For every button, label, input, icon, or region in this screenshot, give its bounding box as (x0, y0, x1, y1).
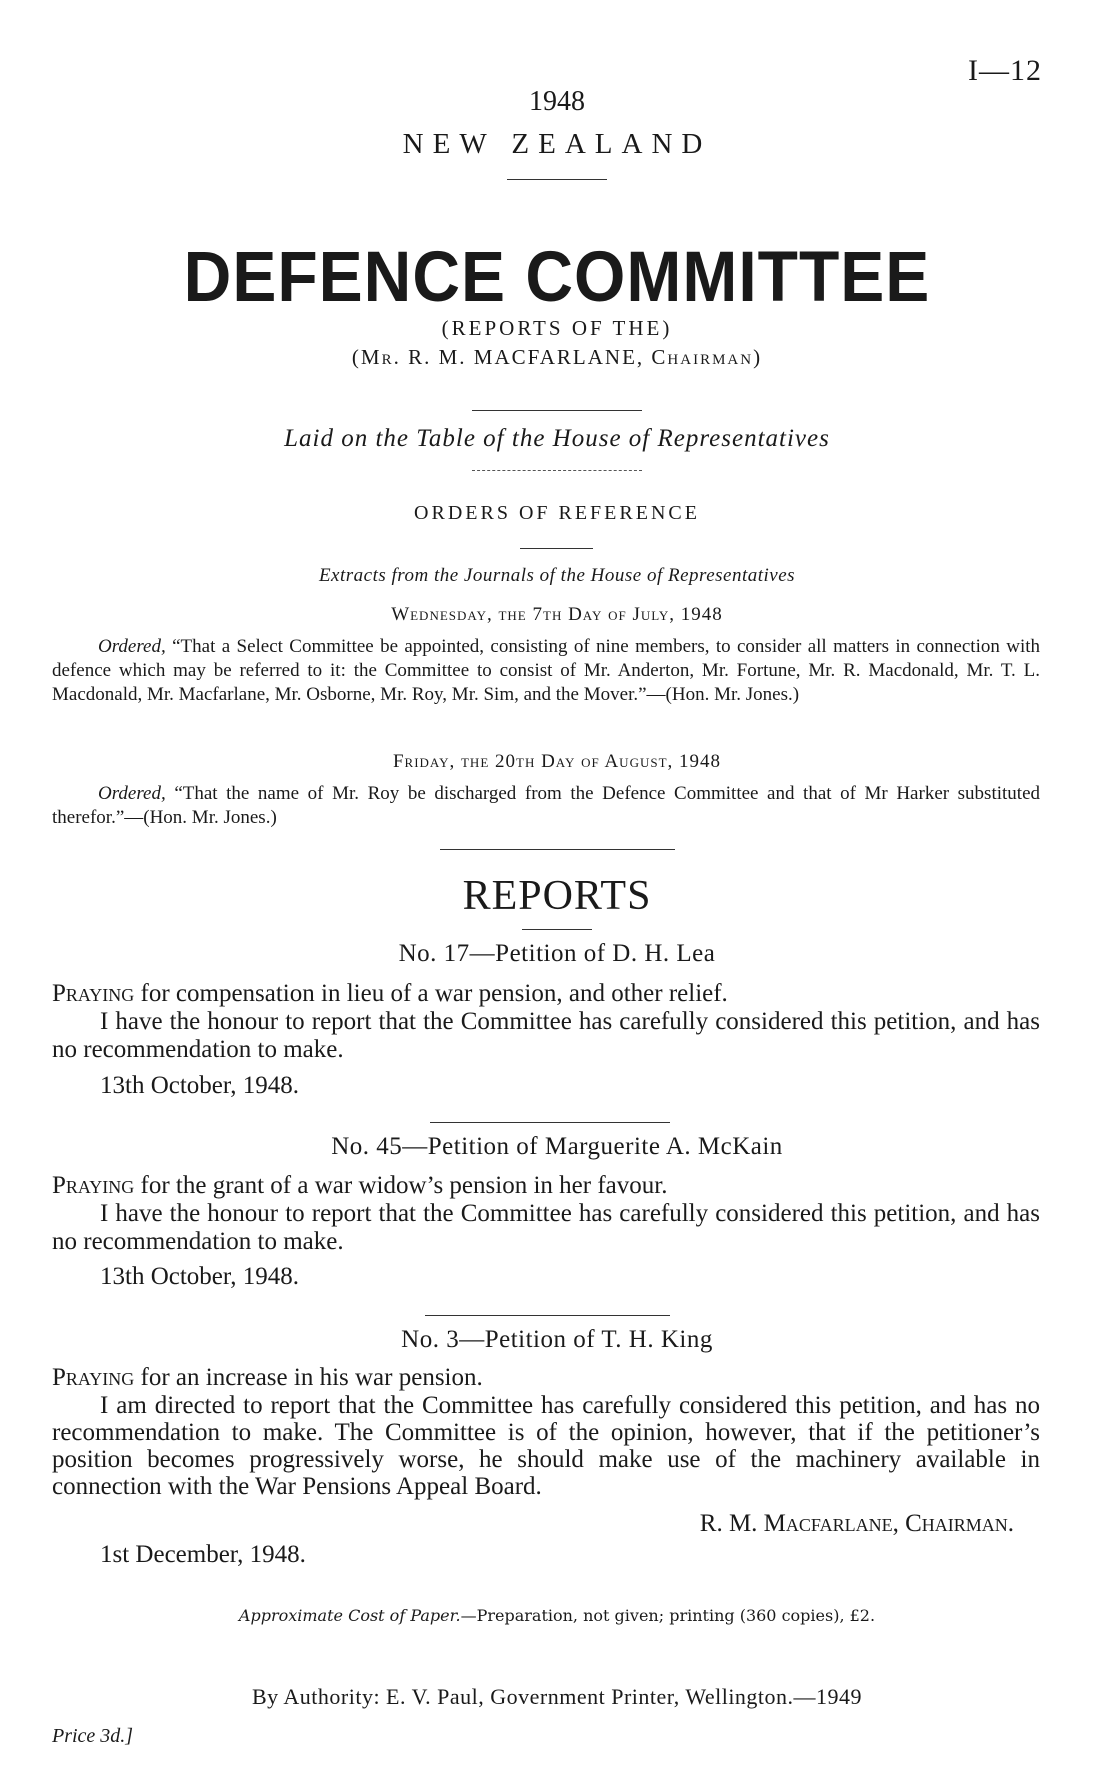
page-title: DEFENCE COMMITTEE (183, 236, 931, 316)
petition-3-heading: No. 3—Petition of T. H. King (401, 1326, 713, 1353)
petition-3-report: I am directed to report that the Committee has carefully considered this petition, and has no recommendation to make. The Committee is of the opinion, however, that if the petitioner’s position becomes progressively worse, he should make use of the machinery available in connection with the War Pensions Appeal Board. (52, 1392, 1040, 1500)
cost-text: —Preparation, not given; printing (360 copies), £2. (460, 1606, 876, 1625)
petition-3-praying (52, 1364, 1040, 1392)
praying-text: for compensation in lieu of a war pension, and other relief. (140, 980, 728, 1007)
divider (472, 410, 642, 411)
subtitle-chairman: (Mr. R. M. MACFARLANE, Chairman) (351, 345, 763, 369)
order2-body: “That the name of Mr. Roy be discharged from the Defence Committee and that of Mr Harker substituted therefor.”—(Hon. Mr. Jones.) (52, 783, 1040, 828)
authority-line: By Authority: E. V. Paul, Government Printer, Wellington.—1949 (251, 1684, 863, 1709)
praying-label: Praying (52, 980, 135, 1007)
petition-1-date: 13th October, 1948. (100, 1072, 299, 1099)
year: 1948 (529, 86, 585, 117)
petition-2-report: I have the honour to report that the Committee has carefully considered this petition, and has no recommendation to make. (52, 1200, 1040, 1255)
divider (520, 548, 593, 549)
petition-2-heading: No. 45—Petition of Marguerite A. McKain (331, 1133, 783, 1160)
document-code: I—12 (968, 54, 1042, 87)
petition-1-heading: No. 17—Petition of D. H. Lea (398, 940, 716, 967)
laid-on-table: Laid on the Table of the House of Representatives (284, 425, 830, 452)
order1-body: “That a Select Committee be appointed, consisting of nine members, to consider all matters in connection with defence which may be referred to it: the Committee to consist of Mr. Anderton, Mr. Fortune, Mr. R. Macdonald, Mr. T. L. Macdonald, Mr. Macfarlane, Mr. Osborne, Mr. Roy, Mr. Sim, and the Mover.”—(Hon. Mr. Jones.) (52, 636, 1041, 705)
divider (440, 849, 675, 850)
chairman-signature: R. M. Macfarlane, Chairman. (699, 1510, 1014, 1537)
petition-2-praying (52, 1172, 1040, 1200)
reports-heading: REPORTS (462, 873, 652, 919)
cost-note (0, 1606, 1114, 1625)
ordered-label: Ordered, (98, 783, 166, 804)
order2-date: Friday, the 20th Day of August, 1948 (392, 751, 722, 772)
divider (522, 929, 592, 930)
price: Price 3d.] (52, 1725, 134, 1747)
praying-label: Praying (52, 1364, 135, 1391)
order1-text (52, 635, 1040, 707)
orders-heading: ORDERS OF REFERENCE (414, 502, 700, 524)
ordered-label: Ordered, (98, 636, 166, 657)
divider (425, 1315, 670, 1316)
divider (507, 179, 607, 180)
petition-1-report: I have the honour to report that the Committee has carefully considered this petition, and has no recommendation to make. (52, 1008, 1040, 1063)
extracts-note: Extracts from the Journals of the House of Representatives (318, 565, 796, 586)
cost-label: Approximate Cost of Paper. (238, 1606, 461, 1625)
order1-date: Wednesday, the 7th Day of July, 1948 (391, 604, 723, 625)
petition-1-praying (52, 980, 1040, 1008)
order2-text (52, 782, 1040, 830)
praying-text: for an increase in his war pension. (140, 1364, 483, 1391)
praying-label: Praying (52, 1172, 135, 1199)
petition-3-date: 1st December, 1948. (100, 1541, 306, 1568)
divider (472, 470, 642, 471)
praying-text: for the grant of a war widow’s pension in her favour. (140, 1172, 668, 1199)
country: NEW ZEALAND (402, 128, 712, 160)
petition-2-date: 13th October, 1948. (100, 1263, 299, 1290)
subtitle-reports: (REPORTS OF THE) (441, 316, 673, 340)
divider (430, 1122, 670, 1123)
